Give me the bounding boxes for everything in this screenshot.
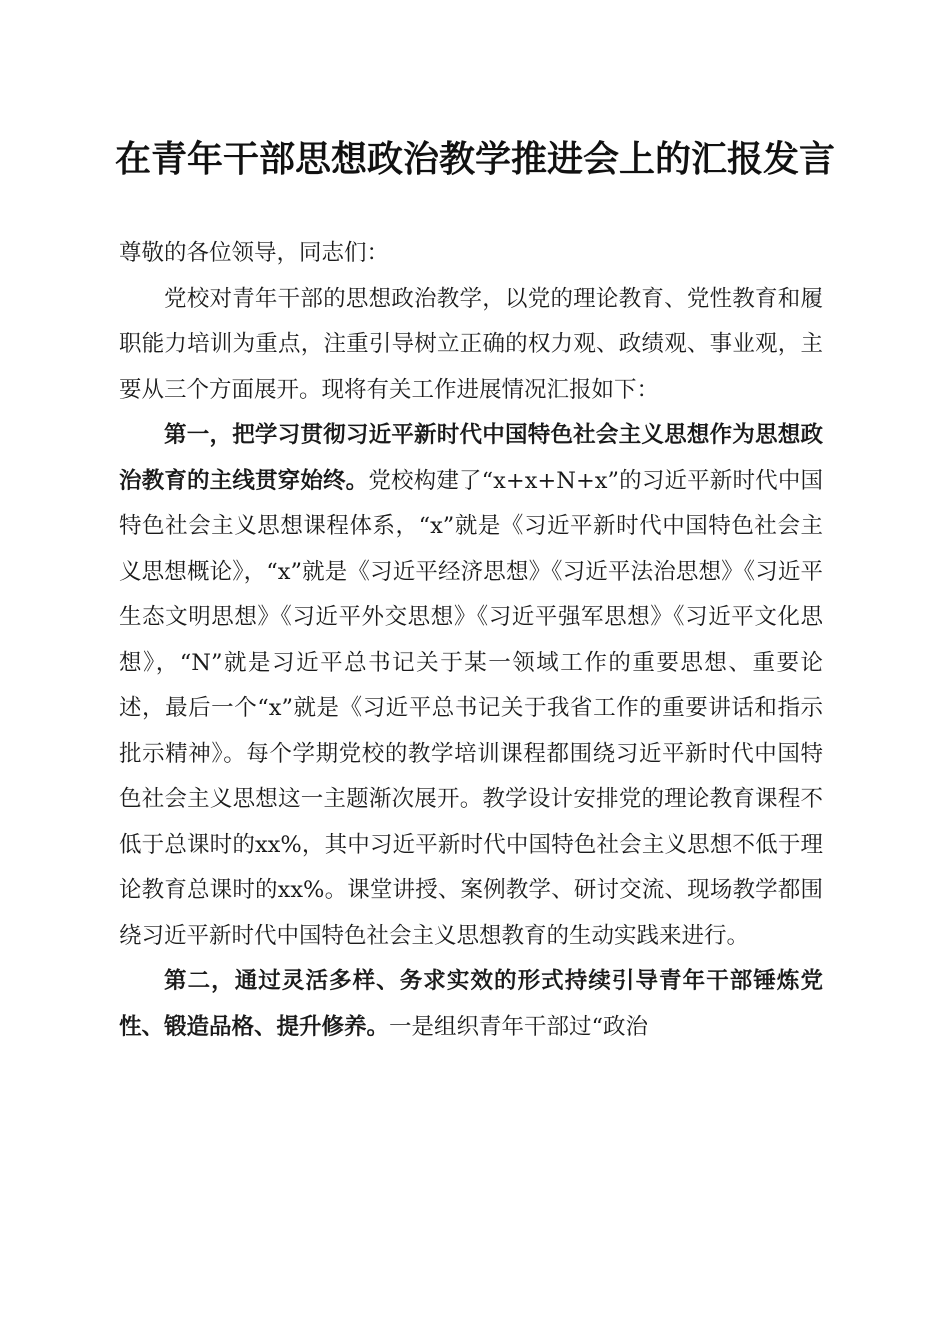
salutation: 尊敬的各位领导，同志们： — [119, 240, 390, 266]
paragraph-second-point — [119, 959, 823, 1050]
paragraph-text: 党校对青年干部的思想政治教学，以党的理论教育、党性教育和履职能力培训为重点，注重引导树立正确的权力观、政绩观、事业观，主要从三个方面展开。现将有关工作进展情况汇报如下： — [119, 285, 823, 403]
paragraph-first-point — [119, 413, 823, 959]
paragraph-intro — [119, 277, 823, 414]
document-title: 在青年干部思想政治教学推进会上的汇报发言 — [114, 138, 835, 180]
document-body — [119, 231, 823, 1050]
paragraph-lead: 第二，通过灵活多样、务求实效的形式持续引导青年干部锤炼党性、锻造品格、提升修养。 — [119, 968, 823, 1040]
paragraph-text: 党校构建了“x+x+N+x”的习近平新时代中国特色社会主义思想课程体系，“x”就是《习近平新时代中国特色社会主义思想概论》，“x”就是《习近平经济思想》《习近平法治思想》《习近平生态文明思想》《习近平外交思想》《习近平强军思想》《习近平文化思想》，“N”就是习近平总书记关于某一领域工作的重要思想、重要论述，最后一个“x”就是《习近平总书记关于我省工作的重要讲话和指示批示精神》。每个学期党校的教学培训课程都围绕习近平新时代中国特色社会主义思想这一主题渐次展开。教学设计安排党的理论教育课程不低于总课时的xx%，其中习近平新时代中国特色社会主义思想不低于理论教育总课时的xx%。课堂讲授、案例教学、研讨交流、现场教学都围绕习近平新时代中国特色社会主义思想教育的生动实践来进行。 — [119, 467, 823, 949]
paragraph-text: 一是组织青年干部过“政治 — [389, 1013, 649, 1040]
paragraph-lead: 第一，把学习贯彻习近平新时代中国特色社会主义思想作为思想政治教育的主线贯穿始终。 — [119, 422, 823, 494]
